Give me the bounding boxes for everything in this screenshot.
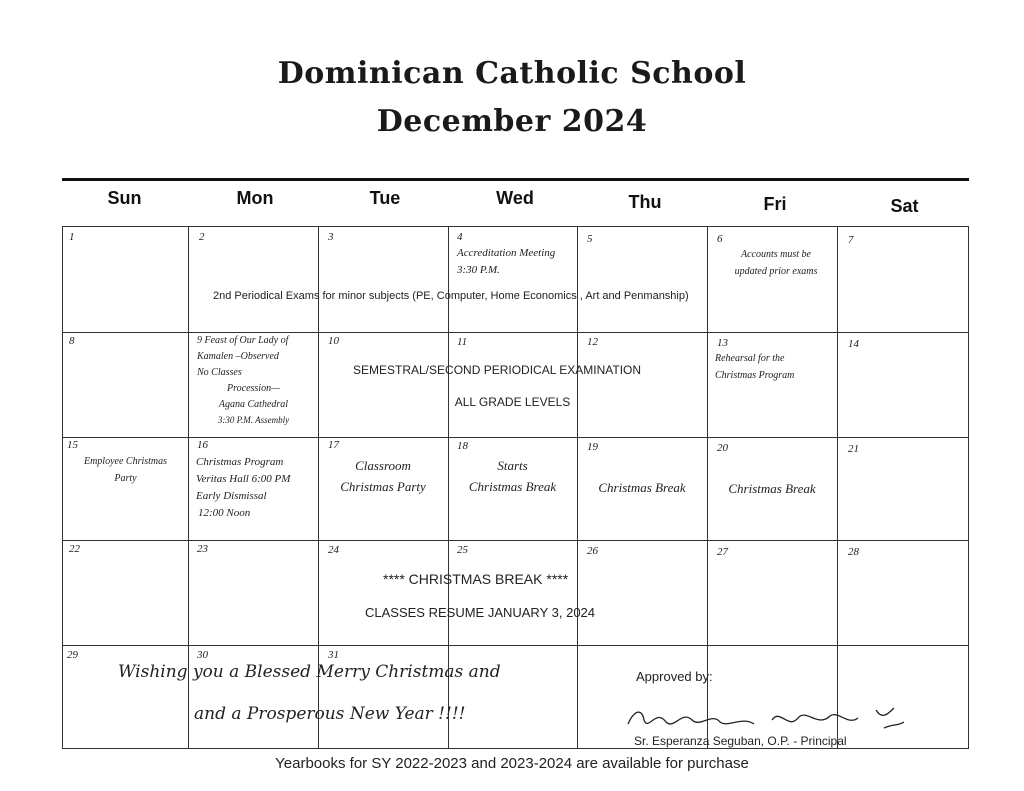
day-number: 2 <box>199 231 205 243</box>
day-number: 30 <box>197 649 208 661</box>
day-number: 12 <box>587 336 598 348</box>
event-text: Party <box>114 473 137 484</box>
event-text: Agana Cathedral <box>218 399 289 410</box>
day-number: 6 <box>717 233 723 245</box>
event-text: Early Dismissal <box>196 490 267 502</box>
day-number: 15 <box>67 439 78 451</box>
event-text: Classroom <box>355 458 411 473</box>
weekday-wed: Wed <box>496 188 534 208</box>
signature-stroke <box>628 708 904 728</box>
day-number: 3 <box>328 231 334 243</box>
event-text: updated prior exams <box>734 266 818 277</box>
event-text: No Classes <box>197 367 242 378</box>
approved-by-label: Approved by: <box>636 669 713 684</box>
day-number: 18 <box>457 440 468 452</box>
day-number: 11 <box>457 336 468 348</box>
event-text: Starts <box>497 458 528 473</box>
day-number: 27 <box>717 546 728 558</box>
grid-line <box>837 227 838 748</box>
weekday-sun: Sun <box>107 188 142 208</box>
event-text: Rehearsal for the <box>715 353 785 364</box>
christmas-break-banner: **** CHRISTMAS BREAK **** <box>383 571 569 587</box>
top-rule <box>62 178 969 181</box>
event-text: Employee Christmas <box>83 456 168 467</box>
day-number: 25 <box>457 544 468 556</box>
day-number: 8 <box>69 335 75 347</box>
event-text: Christmas Program <box>715 370 795 381</box>
weekday-fri: Fri <box>763 194 787 214</box>
day-number: 19 <box>587 441 598 453</box>
event-text: Kamalen –Observed <box>197 351 279 362</box>
event-text: 9 Feast of Our Lady of <box>197 335 289 346</box>
weekday-mon: Mon <box>236 188 274 208</box>
greeting-line-2: and a Prosperous New Year !!!! <box>194 704 466 724</box>
weekday-sat: Sat <box>890 196 919 216</box>
event-text: 3:30 P.M. Assembly <box>217 415 290 425</box>
signature-graphic <box>622 702 912 736</box>
day-number: 29 <box>67 649 78 661</box>
event-text: 12:00 Noon <box>198 507 251 519</box>
event-text: Christmas Break <box>468 479 557 494</box>
day-number: 7 <box>848 234 854 246</box>
grid-line <box>63 645 968 646</box>
day-number: 1 <box>69 231 75 243</box>
day-number: 17 <box>328 439 339 451</box>
all-grade-levels-banner: ALL GRADE LEVELS <box>454 395 571 409</box>
event-text: Accounts must be <box>741 249 811 260</box>
school-title: Dominican Catholic School <box>277 56 747 91</box>
event-text: Accreditation Meeting <box>457 247 556 259</box>
day-number: 16 <box>197 439 208 451</box>
day-number: 13 <box>717 337 728 349</box>
day-number: 28 <box>848 546 859 558</box>
day-number: 26 <box>587 545 598 557</box>
day-number: 24 <box>328 544 339 556</box>
month-title: December 2024 <box>376 104 648 139</box>
yearbook-notice: Yearbooks for SY 2022-2023 and 2023-2024 are available for purchase <box>275 755 749 772</box>
grid-line <box>63 332 968 333</box>
day-number: 10 <box>328 335 339 347</box>
semestral-exam-banner: SEMESTRAL/SECOND PERIODICAL EXAMINATION <box>353 363 642 377</box>
weekday-thu: Thu <box>628 192 662 212</box>
calendar <box>62 178 969 750</box>
event-text: Veritas Hall 6:00 PM <box>196 473 291 485</box>
day-number: 20 <box>717 442 728 454</box>
grid-line <box>63 437 968 438</box>
event-text: Christmas Break <box>728 481 816 496</box>
event-text: Procession— <box>227 383 280 394</box>
event-text: Christmas Party <box>340 479 426 494</box>
event-text: Christmas Break <box>598 480 686 495</box>
day-number: 21 <box>848 443 859 455</box>
periodical-exams-banner: 2nd Periodical Exams for minor subjects (PE, Computer, Home Economics , Art and Penmanship) <box>213 290 689 302</box>
day-number: 4 <box>457 231 463 243</box>
event-text: 3:30 P.M. <box>457 264 500 276</box>
classes-resume-banner: CLASSES RESUME JANUARY 3, 2024 <box>365 605 596 620</box>
grid-line <box>63 540 968 541</box>
day-number: 22 <box>69 543 80 555</box>
greeting-line-1: Wishing you a Blessed Merry Christmas and <box>118 662 501 682</box>
day-number: 23 <box>197 543 208 555</box>
event-text: Christmas Program <box>196 456 284 468</box>
principal-name: Sr. Esperanza Seguban, O.P. - Principal <box>634 734 847 748</box>
weekday-tue: Tue <box>369 188 401 208</box>
day-number: 14 <box>848 338 859 350</box>
day-number: 5 <box>587 233 593 245</box>
day-number: 31 <box>328 649 339 661</box>
